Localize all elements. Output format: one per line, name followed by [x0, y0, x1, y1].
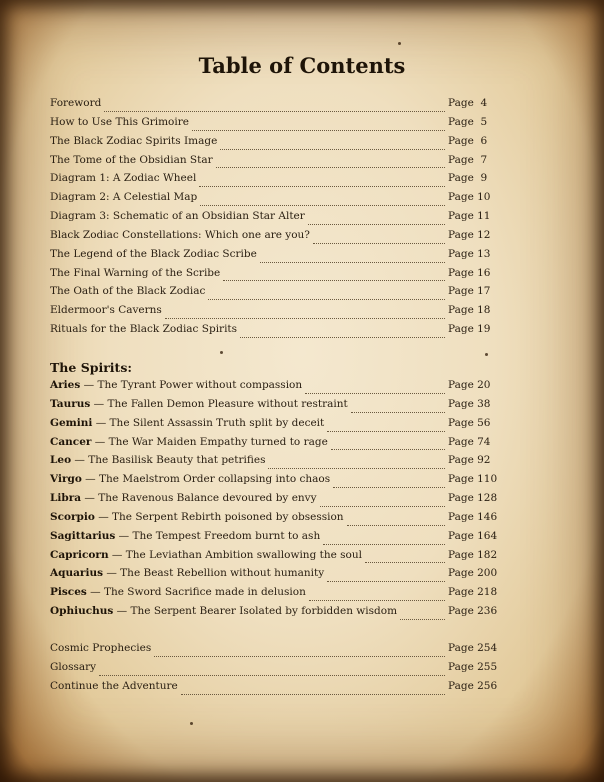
page-number: Page 110 — [448, 473, 498, 486]
dot-leader — [308, 223, 445, 225]
page-number: Page 182 — [448, 548, 498, 561]
toc-entry-title: Cosmic Prophecies — [50, 642, 152, 654]
spirit-description: — The Tempest Freedom burnt to ash — [115, 529, 321, 542]
page-number: Page 17 — [448, 285, 491, 298]
toc-entry-title: Diagram 2: A Celestial Map — [50, 191, 198, 204]
dot-leader — [327, 580, 445, 582]
toc-entry-title — [50, 511, 344, 523]
page-number: Page 12 — [448, 228, 491, 241]
page-number: Page 19 — [448, 323, 491, 336]
dot-leader — [347, 524, 445, 526]
toc-entry[interactable] — [50, 323, 494, 342]
toc-entry[interactable] — [50, 248, 494, 267]
zodiac-sign-name: Capricorn — [50, 548, 109, 561]
zodiac-sign-name: Taurus — [50, 397, 91, 410]
toc-entry-title: The Final Warning of the Scribe — [50, 266, 221, 279]
page-number: Page 13 — [448, 247, 491, 260]
toc-entry[interactable] — [50, 97, 494, 116]
toc-entry[interactable] — [50, 529, 498, 549]
page-number: Page 74 — [448, 435, 491, 448]
toc-entry[interactable] — [50, 605, 498, 624]
zodiac-sign-name: Cancer — [50, 435, 92, 448]
page-number: Page 20 — [448, 379, 491, 391]
ink-speck — [190, 722, 193, 725]
front-matter-list — [50, 97, 494, 342]
page-number: Page 6 — [448, 134, 488, 147]
toc-entry-title: The Legend of the Black Zodiac Scribe — [50, 247, 257, 260]
toc-entry[interactable] — [50, 229, 494, 248]
spirit-description: — The Fallen Demon Pleasure without restraint — [90, 397, 348, 410]
dot-leader — [208, 298, 445, 300]
dot-leader — [309, 599, 445, 601]
toc-entry-title: Rituals for the Black Zodiac Spirits — [50, 323, 238, 336]
dot-leader — [400, 618, 445, 620]
toc-entry[interactable] — [50, 548, 498, 568]
dot-leader — [333, 486, 445, 488]
toc-entry[interactable] — [50, 436, 494, 455]
toc-entry-title: Foreword — [50, 97, 102, 109]
toc-entry[interactable] — [50, 417, 494, 436]
toc-entry[interactable] — [50, 454, 494, 473]
toc-entry-title: Diagram 1: A Zodiac Wheel — [50, 172, 197, 185]
toc-entry[interactable] — [50, 135, 494, 154]
zodiac-sign-name: Aquarius — [50, 567, 103, 580]
dot-leader — [216, 166, 445, 168]
dot-leader — [351, 411, 445, 413]
page-number: Page 254 — [448, 642, 498, 654]
toc-entry-title — [50, 586, 306, 598]
dot-leader — [104, 110, 445, 112]
dot-leader — [200, 204, 445, 206]
spirits-list — [50, 379, 498, 624]
toc-entry-title: Diagram 3: Schematic of an Obsidian Star Alter — [50, 210, 305, 223]
toc-entry[interactable] — [50, 586, 498, 605]
toc-entry[interactable] — [50, 285, 494, 304]
page-number: Page 164 — [448, 529, 498, 542]
dot-leader — [240, 336, 445, 338]
toc-entry[interactable] — [50, 473, 498, 492]
page-number: Page 10 — [448, 191, 491, 204]
toc-entry-title: The Black Zodiac Spirits Image — [50, 134, 218, 147]
toc-entry-title — [50, 379, 302, 391]
toc-entry[interactable] — [50, 210, 494, 229]
page-number: Page 146 — [448, 510, 498, 523]
toc-entry-title: The Oath of the Black Zodiac — [50, 285, 206, 298]
back-matter-list — [50, 642, 498, 699]
toc-entry-title — [50, 492, 317, 504]
toc-entry-title — [50, 530, 320, 542]
toc-entry[interactable] — [50, 379, 494, 398]
toc-entry[interactable] — [50, 679, 498, 699]
spirits-heading: The Spirits: — [50, 360, 132, 375]
spirit-description: — The Leviathan Ambition swallowing the soul — [108, 548, 362, 561]
toc-entry-title — [50, 473, 330, 485]
page-number: Page 18 — [448, 304, 491, 317]
page-number: Page 255 — [448, 660, 498, 673]
spirit-description: — The Tyrant Power without compassion — [80, 379, 303, 391]
toc-entry[interactable] — [50, 267, 494, 286]
dot-leader — [220, 148, 445, 150]
zodiac-sign-name: Aries — [50, 379, 81, 391]
dot-leader — [165, 317, 445, 319]
spirit-description: — The Beast Rebellion without humanity — [103, 567, 325, 580]
zodiac-sign-name: Leo — [50, 454, 72, 467]
zodiac-sign-name: Libra — [50, 492, 82, 505]
zodiac-sign-name: Virgo — [50, 473, 82, 486]
dot-leader — [327, 430, 445, 432]
toc-entry-title — [50, 605, 397, 617]
toc-entry-title: How to Use This Grimoire — [50, 115, 189, 128]
spirit-description: — The Ravenous Balance devoured by envy — [81, 492, 317, 505]
dot-leader — [181, 693, 445, 695]
page-number: Page 11 — [448, 210, 491, 223]
toc-entry-title — [50, 398, 348, 410]
dot-leader — [199, 185, 445, 187]
toc-entry[interactable] — [50, 398, 494, 417]
dot-leader — [305, 392, 445, 394]
page-number: Page 56 — [448, 416, 491, 429]
spirit-description: — The Serpent Rebirth poisoned by obsession — [94, 510, 344, 523]
toc-entry-title: The Tome of the Obsidian Star — [50, 153, 213, 166]
toc-entry-title — [50, 417, 324, 429]
toc-entry[interactable] — [50, 172, 494, 191]
toc-entry-title: Eldermoor's Caverns — [50, 304, 162, 317]
page-number: Page 4 — [448, 97, 488, 109]
zodiac-sign-name: Gemini — [50, 416, 93, 429]
dot-leader — [260, 261, 445, 263]
page-number: Page 5 — [448, 115, 488, 128]
toc-entry[interactable] — [50, 304, 494, 323]
page-number: Page 38 — [448, 397, 491, 410]
toc-entry-title: Glossary — [50, 660, 97, 673]
spirit-description: — The War Maiden Empathy turned to rage — [91, 435, 328, 448]
ink-speck — [485, 353, 488, 356]
toc-entry[interactable] — [50, 492, 498, 511]
zodiac-sign-name: Pisces — [50, 586, 87, 599]
ink-speck — [220, 351, 223, 354]
spirit-description: — The Silent Assassin Truth split by deceit — [92, 416, 325, 429]
page-number: Page 256 — [448, 679, 498, 692]
dot-leader — [313, 242, 445, 244]
toc-entry-title: Black Zodiac Constellations: Which one are you? — [50, 228, 310, 241]
dot-leader — [323, 543, 445, 545]
page-number: Page 200 — [448, 567, 498, 580]
dot-leader — [320, 505, 445, 507]
dot-leader — [154, 655, 445, 657]
page-number: Page 218 — [448, 586, 498, 599]
toc-entry[interactable] — [50, 660, 498, 680]
dot-leader — [192, 129, 445, 131]
dot-leader — [268, 467, 445, 469]
dot-leader — [223, 279, 445, 281]
page-number: Page 236 — [448, 605, 498, 618]
page-number: Page 9 — [448, 172, 488, 185]
page-number: Page 7 — [448, 153, 488, 166]
toc-entry-title — [50, 549, 362, 561]
toc-entry-title — [50, 567, 324, 579]
spirit-description: — The Sword Sacrifice made in delusion — [86, 586, 306, 599]
page-number: Page 128 — [448, 492, 498, 505]
toc-entry[interactable] — [50, 191, 494, 210]
spirit-description: — The Serpent Bearer Isolated by forbidden wisdom — [113, 605, 398, 618]
spirit-description: — The Maelstrom Order collapsing into chaos — [81, 473, 331, 486]
toc-entry-title — [50, 436, 328, 448]
zodiac-sign-name: Ophiuchus — [50, 605, 114, 618]
page-title: Table of Contents — [198, 53, 406, 78]
ink-speck — [398, 42, 401, 45]
zodiac-sign-name: Sagittarius — [50, 529, 116, 542]
page-number: Page 92 — [448, 454, 491, 467]
spirit-description: — The Basilisk Beauty that petrifies — [71, 454, 266, 467]
toc-entry-title: Continue the Adventure — [50, 679, 178, 692]
page-number: Page 16 — [448, 266, 491, 279]
toc-entry[interactable] — [50, 567, 498, 586]
dot-leader — [365, 561, 445, 563]
toc-entry[interactable] — [50, 510, 498, 530]
toc-entry[interactable] — [50, 154, 494, 173]
dot-leader — [331, 448, 445, 450]
toc-entry-title — [50, 454, 265, 466]
toc-entry[interactable] — [50, 642, 498, 661]
zodiac-sign-name: Scorpio — [50, 510, 95, 523]
dot-leader — [99, 674, 445, 676]
toc-entry[interactable] — [50, 116, 494, 135]
